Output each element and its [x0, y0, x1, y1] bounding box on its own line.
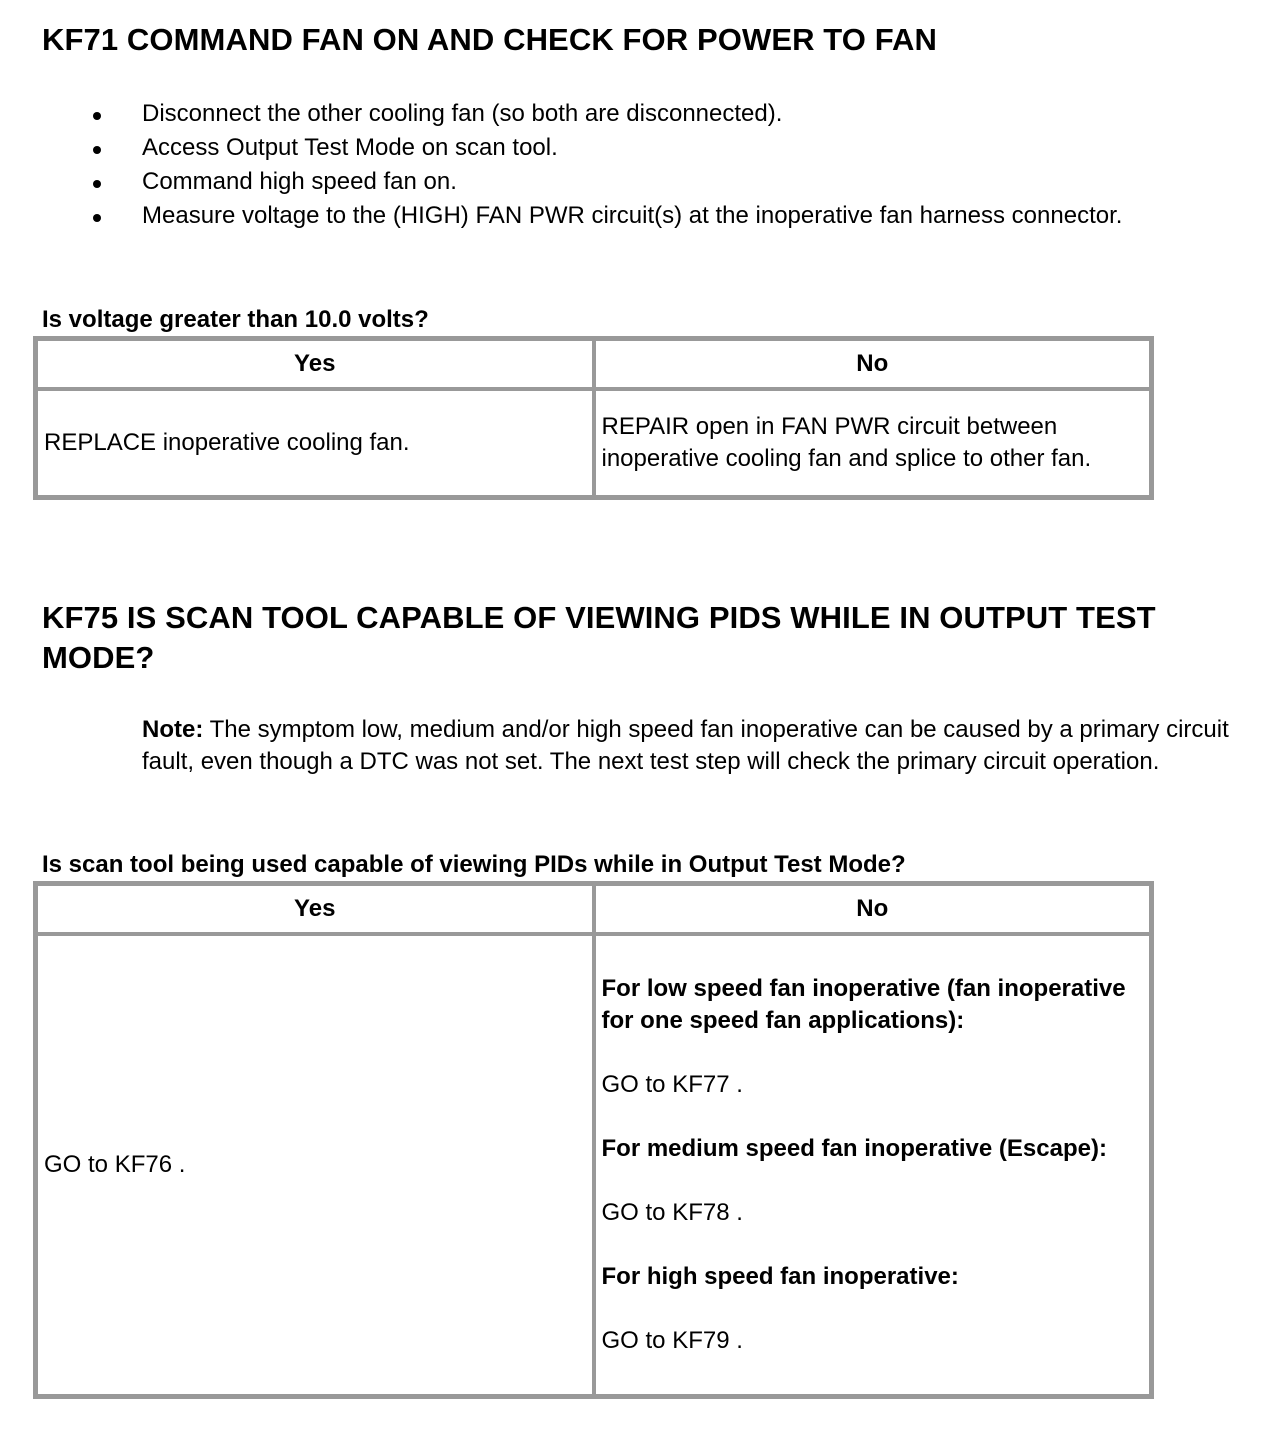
step-text: Command high speed fan on. [142, 168, 457, 195]
bullet-icon [93, 180, 101, 188]
list-item [42, 132, 1182, 164]
action-go-kf77: GO to KF77 . [601, 1071, 743, 1098]
section-heading-kf75: KF75 IS SCAN TOOL CAPABLE OF VIEWING PIDS WHILE IN OUTPUT TEST MODE? [42, 600, 1156, 675]
condition-medium-speed: For medium speed fan inoperative (Escape): [601, 1135, 1107, 1162]
no-cell: REPAIR open in FAN PWR circuit between inoperative cooling fan and splice to other fan. [594, 389, 1152, 497]
step-list [42, 98, 1182, 234]
no-header: No [594, 884, 1152, 934]
list-item [42, 200, 1182, 232]
yes-header: Yes [36, 884, 594, 934]
table-header-row [36, 884, 1151, 934]
bullet-icon [93, 214, 101, 222]
yes-cell: REPLACE inoperative cooling fan. [36, 389, 594, 497]
list-item [42, 98, 1182, 130]
note-label: Note: [142, 716, 204, 743]
list-item [42, 166, 1182, 198]
yes-cell: GO to KF76 . [36, 934, 594, 1396]
question-kf71: Is voltage greater than 10.0 volts? [42, 306, 429, 333]
yes-header: Yes [36, 339, 594, 389]
table-row [36, 934, 1151, 1396]
action-go-kf79: GO to KF79 . [601, 1327, 743, 1354]
note-text: The symptom low, medium and/or high speed fan inoperative can be caused by a primary circuit fault, even though a DTC was not set. The next test step will check the primary circuit operation. [142, 716, 1229, 775]
bullet-icon [93, 112, 101, 120]
result-table-kf75 [33, 881, 1154, 1399]
no-cell [594, 934, 1152, 1396]
action-go-kf78: GO to KF78 . [601, 1199, 743, 1226]
no-header: No [594, 339, 1152, 389]
table-header-row [36, 339, 1151, 389]
bullet-icon [93, 146, 101, 154]
condition-high-speed: For high speed fan inoperative: [601, 1263, 959, 1290]
result-table-kf71 [33, 336, 1154, 500]
table-row [36, 389, 1151, 497]
step-text: Access Output Test Mode on scan tool. [142, 134, 558, 161]
question-kf75: Is scan tool being used capable of viewing PIDs while in Output Test Mode? [42, 851, 906, 878]
step-text: Disconnect the other cooling fan (so both are disconnected). [142, 100, 783, 127]
condition-low-speed: For low speed fan inoperative (fan inoperative for one speed fan applications): [601, 975, 1126, 1034]
step-text: Measure voltage to the (HIGH) FAN PWR circuit(s) at the inoperative fan harness connector. [142, 202, 1123, 229]
section-heading-kf71: KF71 COMMAND FAN ON AND CHECK FOR POWER TO FAN [42, 22, 938, 57]
note-paragraph [142, 714, 1242, 778]
